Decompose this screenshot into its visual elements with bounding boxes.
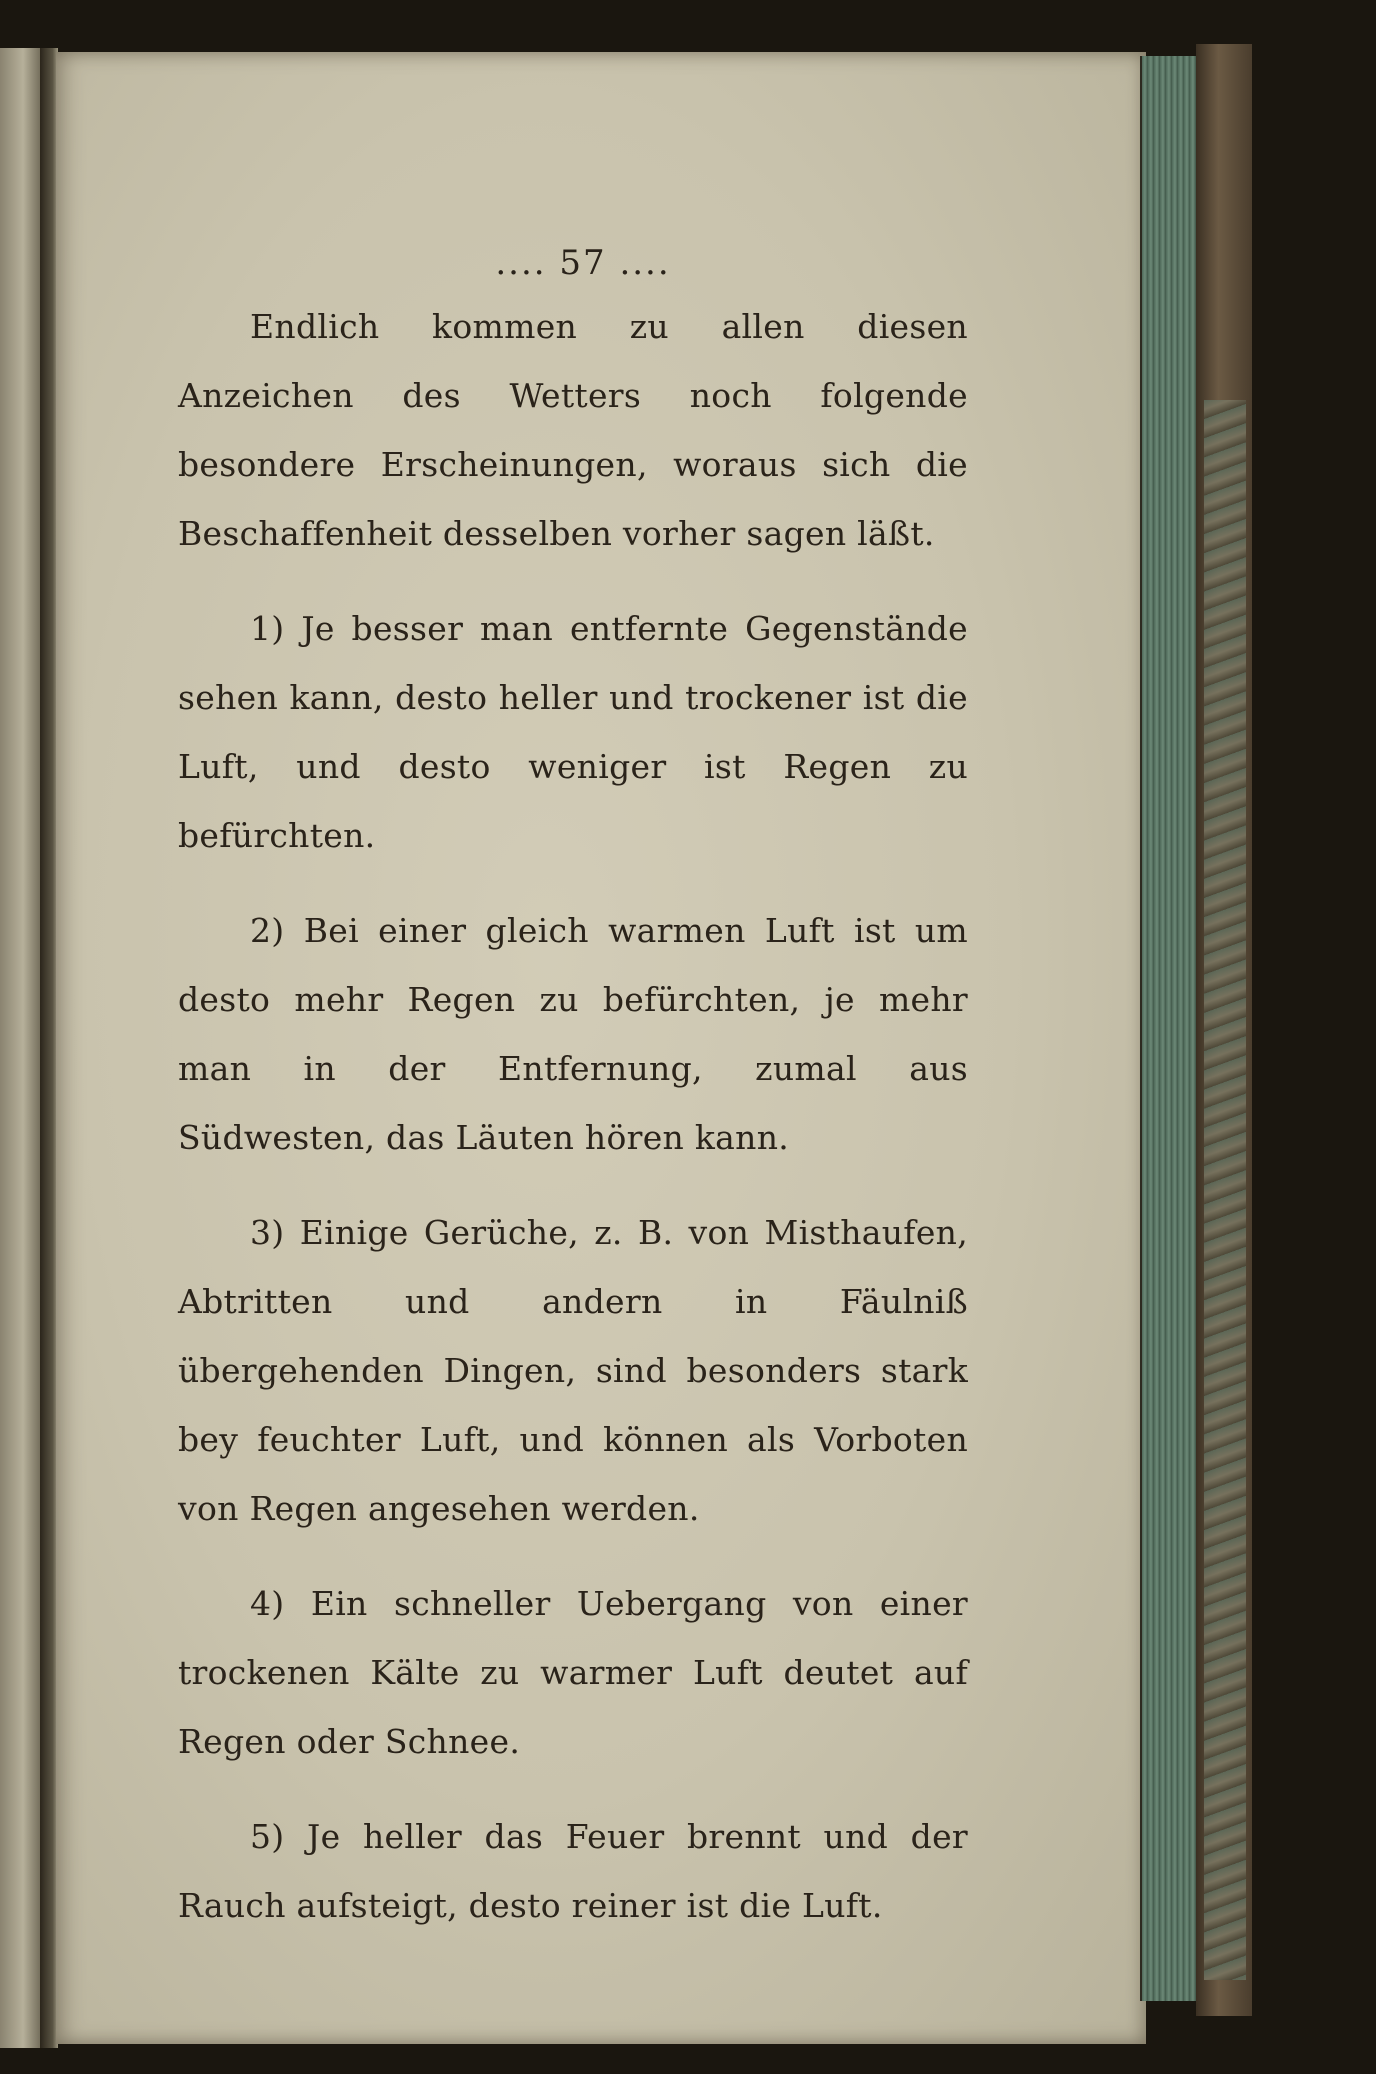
page-text [178, 238, 968, 1940]
paragraph-item-4: 4) Ein schneller Uebergang von einer trockenen Kälte zu warmer Luft deutet auf Regen oder Schnee. [178, 1584, 968, 1761]
previous-page-edge [0, 48, 42, 2048]
paragraph-intro: Endlich kommen zu allen diesen Anzeichen des Wetters noch folgende besondere Erscheinungen, woraus sich die Beschaffenheit desselben vorher sagen läßt. [178, 307, 968, 553]
page-number: .... 57 .... [495, 243, 671, 283]
paragraph-item-5: 5) Je heller das Feuer brennt und der Rauch aufsteigt, desto reiner ist die Luft. [178, 1817, 968, 1925]
page-fore-edge [1140, 56, 1200, 2001]
paragraph-item-2: 2) Bei einer gleich warmen Luft ist um desto mehr Regen zu befürchten, je mehr man in der Entfernung, zumal aus Südwesten, das Läuten hören kann. [178, 911, 968, 1157]
paragraph-item-3: 3) Einige Gerüche, z. B. von Misthaufen, Abtritten und andern in Fäulniß übergehenden Dingen, sind besonders stark bey feuchter Luft, und können als Vorboten von Regen angesehen werden. [178, 1213, 968, 1528]
paragraph-item-1: 1) Je besser man entfernte Gegenstände sehen kann, desto heller und trockener ist die Luft, und desto weniger ist Regen zu befürchten. [178, 609, 968, 855]
cover-marbling [1204, 400, 1246, 1980]
